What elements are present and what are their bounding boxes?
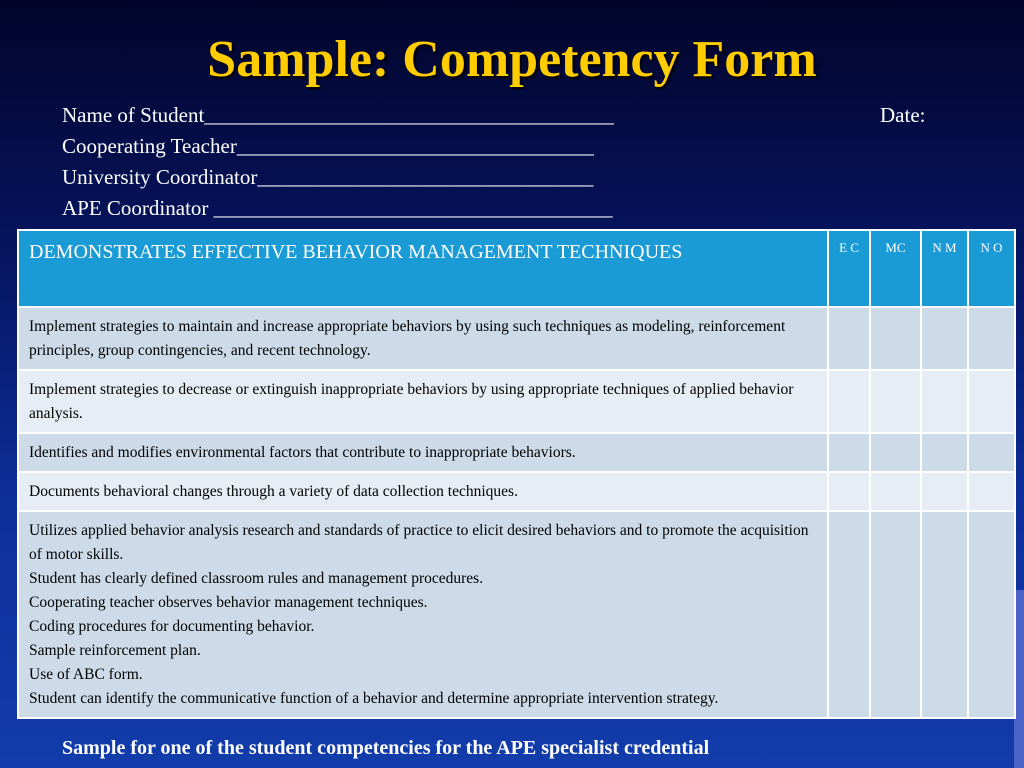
rating-cell-mc[interactable] <box>870 472 921 511</box>
criterion-line: Coding procedures for documenting behavior. <box>29 618 315 635</box>
rating-cell-ec[interactable] <box>828 370 870 433</box>
competency-criterion <box>18 370 828 433</box>
criterion-line: Identifies and modifies environmental factors that contribute to inappropriate behaviors. <box>29 444 576 461</box>
rating-cell-nm[interactable] <box>921 433 968 472</box>
rating-code-nm: N M <box>921 230 968 307</box>
criterion-line: Implement strategies to maintain and increase appropriate behaviors by using such techniques as modeling, reinforcement principles, group contingencies, and recent technology. <box>29 318 786 359</box>
competency-table <box>17 229 1016 719</box>
rating-cell-nm[interactable] <box>921 370 968 433</box>
university-coordinator-field[interactable]: University Coordinator________________________________ <box>62 165 594 189</box>
competency-criterion <box>18 307 828 370</box>
competency-heading: DEMONSTRATES EFFECTIVE BEHAVIOR MANAGEMENT TECHNIQUES <box>18 230 828 307</box>
criterion-line: Documents behavioral changes through a variety of data collection techniques. <box>29 483 518 500</box>
table-row <box>18 307 1015 370</box>
table-row <box>18 511 1015 718</box>
criterion-line: Use of ABC form. <box>29 666 143 683</box>
competency-rows <box>18 307 1015 718</box>
rating-cell-no[interactable] <box>968 511 1015 718</box>
footer-note: Sample for one of the student competencies for the APE specialist credential <box>62 737 710 759</box>
table-row <box>18 370 1015 433</box>
competency-criterion <box>18 472 828 511</box>
criterion-line: Student can identify the communicative function of a behavior and determine appropriate intervention strategy. <box>29 690 719 707</box>
criterion-line: Sample reinforcement plan. <box>29 642 201 659</box>
table-row <box>18 472 1015 511</box>
table-row <box>18 433 1015 472</box>
rating-code-mc: MC <box>870 230 921 307</box>
criterion-line: Cooperating teacher observes behavior management techniques. <box>29 594 428 611</box>
form-fields <box>62 100 614 224</box>
rating-code-ec: E C <box>828 230 870 307</box>
page-title: Sample: Competency Form <box>207 31 817 88</box>
rating-cell-mc[interactable] <box>870 511 921 718</box>
competency-criterion <box>18 433 828 472</box>
rating-cell-ec[interactable] <box>828 511 870 718</box>
rating-cell-no[interactable] <box>968 307 1015 370</box>
rating-cell-ec[interactable] <box>828 307 870 370</box>
table-header-row <box>18 230 1015 307</box>
rating-cell-no[interactable] <box>968 433 1015 472</box>
rating-cell-nm[interactable] <box>921 472 968 511</box>
date-field[interactable]: Date: <box>880 103 926 127</box>
criterion-line: Implement strategies to decrease or extinguish inappropriate behaviors by using appropriate techniques of applied behavior analysis. <box>29 381 794 422</box>
rating-cell-mc[interactable] <box>870 307 921 370</box>
rating-cell-mc[interactable] <box>870 433 921 472</box>
rating-cell-nm[interactable] <box>921 511 968 718</box>
student-name-field[interactable]: Name of Student_______________________________________ <box>62 103 614 127</box>
rating-cell-no[interactable] <box>968 370 1015 433</box>
criterion-line: Utilizes applied behavior analysis research and standards of practice to elicit desired behaviors and to promote the acquisition of motor skills. <box>29 522 809 563</box>
rating-cell-ec[interactable] <box>828 472 870 511</box>
rating-cell-no[interactable] <box>968 472 1015 511</box>
ape-coordinator-field[interactable]: APE Coordinator ______________________________________ <box>62 196 613 220</box>
rating-cell-nm[interactable] <box>921 307 968 370</box>
criterion-line: Student has clearly defined classroom rules and management procedures. <box>29 570 484 587</box>
rating-cell-ec[interactable] <box>828 433 870 472</box>
cooperating-teacher-field[interactable]: Cooperating Teacher__________________________________ <box>62 134 594 158</box>
rating-cell-mc[interactable] <box>870 370 921 433</box>
competency-criterion <box>18 511 828 718</box>
rating-code-no: N O <box>968 230 1015 307</box>
